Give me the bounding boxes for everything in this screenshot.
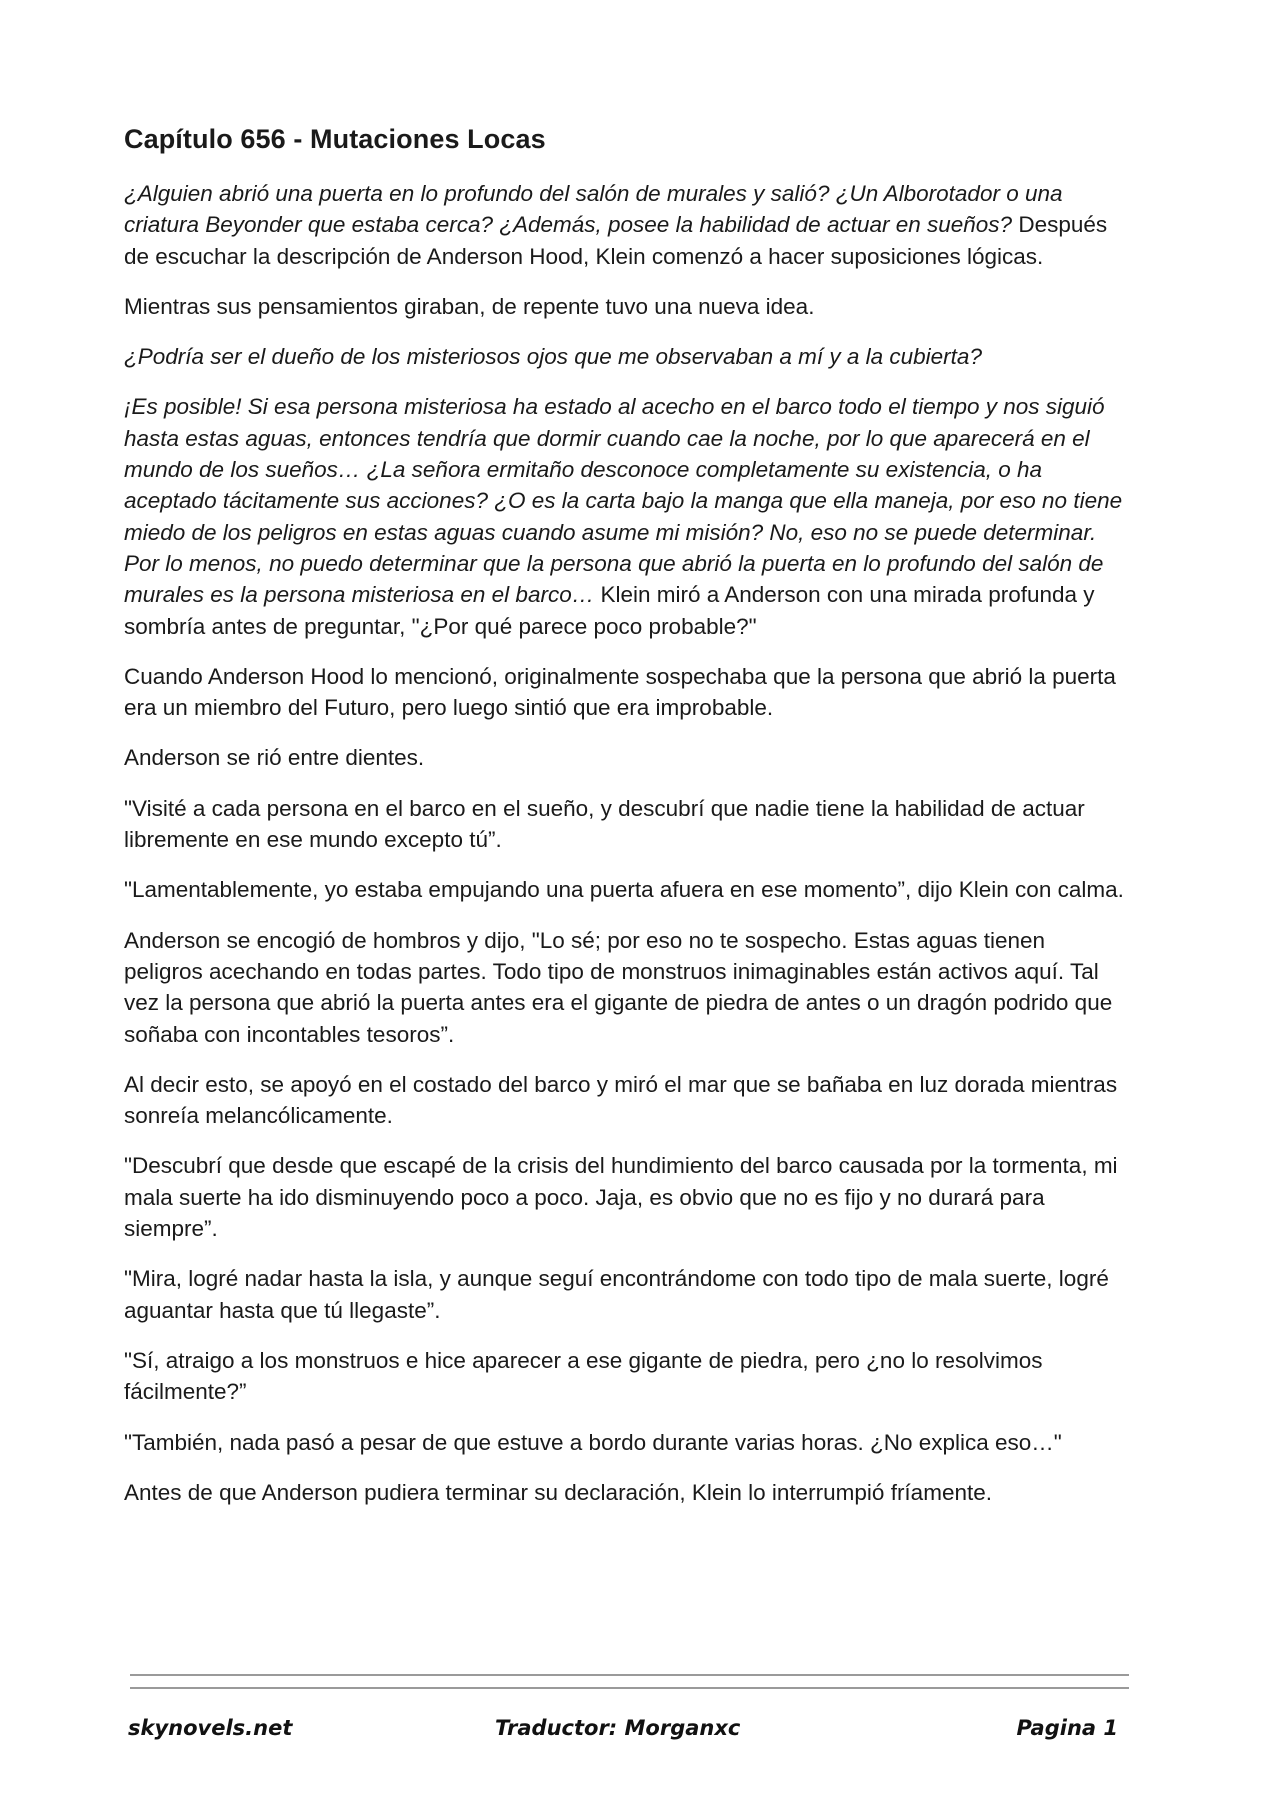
paragraph-2: Mientras sus pensamientos giraban, de repente tuvo una nueva idea. [124, 293, 815, 319]
narration: Klein miró a Anderson con una mirada profunda y sombría antes de preguntar, "¿Por qué parece poco probable?" [124, 582, 1095, 639]
paragraph-7: "Visité a cada persona en el barco en el sueño, y descubrí que nadie tiene la habilidad de actuar libremente en ese mundo excepto tú”. [124, 795, 1085, 853]
paragraph-3: ¿Podría ser el dueño de los misteriosos ojos que me observaban a mí y a la cubierta? [124, 344, 982, 370]
paragraph-5: Cuando Anderson Hood lo mencionó, originalmente sospechaba que la persona que abrió la puerta era un miembro del Futuro, pero luego sintió que era improbable. [124, 663, 1116, 721]
paragraph-4 [124, 391, 1124, 641]
footer-page-number: Pagina 1 [1016, 1716, 1118, 1740]
page-footer [128, 1716, 1128, 1750]
paragraph-11: "Descubrí que desde que escapé de la crisis del hundimiento del barco causada por la tormenta, mi mala suerte ha ido disminuyendo poco a poco. Jaja, es obvio que no es fijo y no durará para siempre”. [124, 1153, 1118, 1242]
footer-divider-top [130, 1674, 1129, 1676]
chapter-title: Capítulo 656 - Mutaciones Locas [124, 124, 546, 154]
paragraph-8: "Lamentablemente, yo estaba empujando una puerta afuera en ese momento”, dijo Klein con calma. [124, 877, 1124, 903]
narration: Después de escuchar la descripción de Anderson Hood, Klein comenzó a hacer suposiciones lógicas. [124, 212, 1108, 269]
inner-thought: ¡Es posible! Si esa persona misteriosa ha estado al acecho en el barco todo el tiempo y nos siguió hasta estas aguas, entonces tendría que dormir cuando cae la noche, por lo que aparecerá en el mundo de los sueños… ¿La señora ermitaño desconoce completamente su existencia, o ha aceptado tácitamente sus acciones? ¿O es la carta bajo la manga que ella maneja, por eso no tiene miedo de los peligros en estas aguas cuando asume mi misión? No, eso no se puede determinar. Por lo menos, no puedo determinar que la persona que abrió la puerta en lo profundo del salón de murales es la persona misteriosa en el barco… [124, 394, 1123, 608]
paragraph-15: Antes de que Anderson pudiera terminar su declaración, Klein lo interrumpió fríamente. [124, 1479, 992, 1505]
paragraph-10: Al decir esto, se apoyó en el costado del barco y miró el mar que se bañaba en luz dorada mientras sonreía melancólicamente. [124, 1071, 1118, 1129]
paragraph-6: Anderson se rió entre dientes. [124, 745, 425, 771]
footer-divider-bottom [130, 1687, 1129, 1689]
document-body [124, 122, 1124, 1527]
inner-thought: ¿Alguien abrió una puerta en lo profundo del salón de murales y salió? ¿Un Alborotador o una criatura Beyonder que estaba cerca? ¿Además, posee la habilidad de actuar en sueños? [124, 181, 1063, 238]
paragraph-9: Anderson se encogió de hombros y dijo, "Lo sé; por eso no te sospecho. Estas aguas tienen peligros acechando en todas partes. Todo tipo de monstruos inimaginables están activos aquí. Tal vez la persona que abrió la puerta antes era el gigante de piedra de antes o un dragón podrido que soñaba con incontables tesoros”. [124, 927, 1113, 1047]
footer-site: skynovels.net [128, 1716, 293, 1740]
paragraph-14: "También, nada pasó a pesar de que estuve a bordo durante varias horas. ¿No explica eso…" [124, 1429, 1062, 1455]
paragraph-13: "Sí, atraigo a los monstruos e hice aparecer a ese gigante de piedra, pero ¿no lo resolvimos fácilmente?” [124, 1347, 1043, 1405]
paragraph-1 [124, 178, 1124, 272]
paragraph-12: "Mira, logré nadar hasta la isla, y aunque seguí encontrándome con todo tipo de mala suerte, logré aguantar hasta que tú llegaste”. [124, 1266, 1109, 1323]
footer-translator: Traductor: Morganxc [495, 1716, 741, 1740]
